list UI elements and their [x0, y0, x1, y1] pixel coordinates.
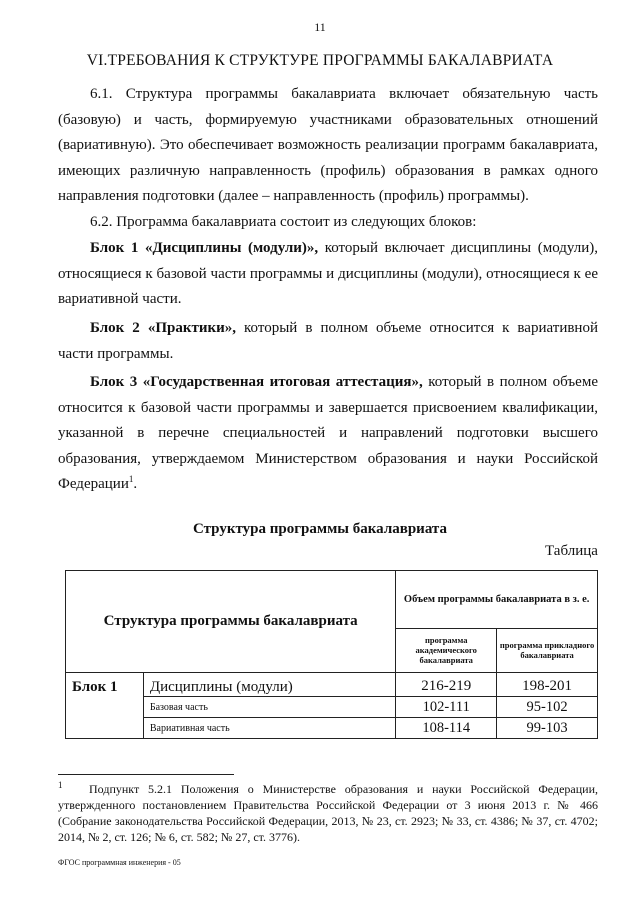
- page-number: 11: [314, 20, 326, 34]
- table-header-academic: программа академического бакалавриата: [396, 628, 497, 672]
- footnote-ref: 1: [128, 474, 134, 484]
- table-cell-name: Базовая часть: [143, 697, 395, 718]
- block-2-text: который в полном объеме относится к вариативной части программы.: [58, 320, 598, 362]
- footnote-mark: 1: [58, 780, 63, 790]
- block-1-paragraph: [58, 236, 598, 313]
- table-cell-academic: 108-114: [396, 718, 497, 739]
- table-cell-academic: 216-219: [396, 673, 497, 697]
- table-cell-applied: 198-201: [497, 673, 598, 697]
- page-footer: ФГОС программная инженерия - 05: [58, 858, 181, 867]
- table-cell-applied: 99-103: [497, 718, 598, 739]
- table-row: [66, 697, 598, 718]
- section-title: VI.ТРЕБОВАНИЯ К СТРУКТУРЕ ПРОГРАММЫ БАКАЛАВРИАТА: [86, 52, 554, 69]
- block-1-title: Блок 1 «Дисциплины (модули)»,: [90, 240, 319, 256]
- table-cell-academic: 102-111: [396, 697, 497, 718]
- table-header-structure: Структура программы бакалавриата: [66, 571, 396, 673]
- block-1-text: который включает дисциплины (модули), относящиеся к базовой части программы и дисциплины (модули), относящиеся к ее вариативной части.: [58, 240, 598, 307]
- table-cell-applied: 95-102: [497, 697, 598, 718]
- footnote-text: Подпункт 5.2.1 Положения о Министерстве образования и науки Российской Федерации, утвержденного постановлением Правительства Российской Федерации от 3 июня 2013 г. № 466 (Собрание законодательства Российской Федерации, 2013, № 23, ст. 2923; № 33, ст. 4386; № 37, ст. 4702; 2014, № 2, ст. 126; № 6, ст. 582; № 27, ст. 3776).: [58, 782, 599, 844]
- structure-table: [65, 570, 598, 739]
- footnote: [58, 781, 598, 845]
- block-3-paragraph: [58, 370, 598, 498]
- paragraph-6-1: 6.1. Структура программы бакалавриата включает обязательную часть (базовую) и часть, формируемую участниками образовательных отношений (вариативную). Это обеспечивает возможность реализации программ бакалавриата, имеющих различную направленность (профиль) образования в рамках одного направления подготовки (далее – направленность (профиль) программы).: [58, 86, 598, 204]
- block-2-paragraph: [58, 316, 598, 367]
- block-3-title: Блок 3 «Государственная итоговая аттестация»,: [90, 374, 423, 390]
- table-header-volume: Объем программы бакалавриата в з. е.: [396, 571, 598, 629]
- table-cell-name: Вариативная часть: [143, 718, 395, 739]
- block-2-title: Блок 2 «Практики»,: [90, 320, 237, 336]
- table-row: [66, 673, 598, 697]
- footnote-divider: [58, 774, 234, 775]
- block-3-end: .: [133, 476, 138, 492]
- table-cell-name: Дисциплины (модули): [143, 673, 395, 697]
- table-header-applied: программа прикладного бакалавриата: [497, 628, 598, 672]
- table-cell-block: Блок 1: [66, 673, 144, 739]
- paragraph-6-2: 6.2. Программа бакалавриата состоит из следующих блоков:: [90, 214, 477, 230]
- table-label: Таблица: [545, 543, 598, 559]
- block-3-text: который в полном объеме относится к базовой части программы и завершается присвоением квалификации, указанной в перечне специальностей и направлений подготовки высшего образования, утверждаемом Министерством образования и науки Российской Федерации: [58, 374, 598, 492]
- table-title: Структура программы бакалавриата: [193, 521, 447, 537]
- table-row: [66, 718, 598, 739]
